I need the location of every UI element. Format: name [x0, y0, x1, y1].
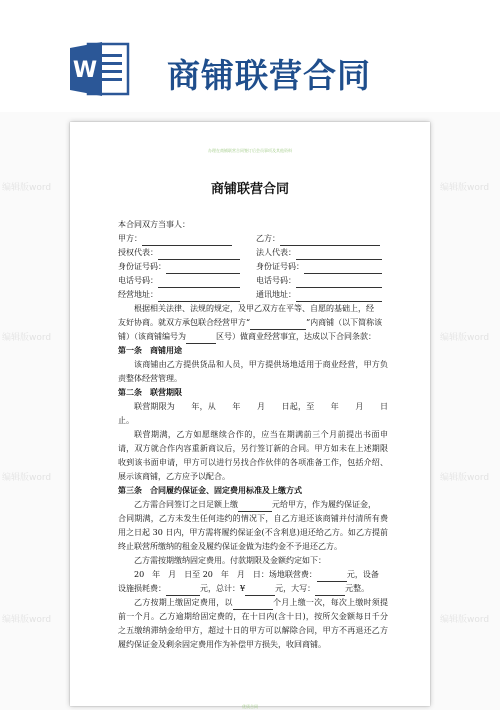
word-document-icon [70, 40, 130, 98]
fill-blank [245, 587, 275, 596]
fill-blank [233, 601, 273, 610]
party-label: 电话号码： [256, 276, 296, 285]
article-text: 乙方需合同签订之日足额上缴 元给甲方，作为履约保证金， [118, 498, 388, 512]
page-header: 办理在商铺联营合同签订后会员事项及其他资料 [208, 148, 292, 153]
watermark: 编辑版word [2, 615, 52, 625]
watermark: 编辑版word [440, 473, 490, 483]
document-page [70, 122, 430, 709]
article-heading: 第一条 商铺用途 [118, 346, 182, 355]
party-label: 授权代表： [118, 248, 158, 257]
preamble-line: 友好协商。就双方承包联合经营甲方“ ”内商铺（以下简称该 [118, 316, 388, 330]
page-footer: 优质合同 [242, 704, 258, 709]
party-row [118, 232, 388, 246]
article-heading: 第二条 联营期限 [118, 388, 182, 397]
watermark: 编辑版word [440, 615, 490, 625]
fill-blank [186, 335, 216, 344]
party-row [118, 274, 388, 288]
party-row [118, 246, 388, 260]
party-label: 乙方： [256, 234, 280, 243]
fill-blank [158, 293, 240, 302]
party-row [118, 288, 388, 302]
article-text: 20 年 月 日至 20 年 月 日：场地联营费： 元，设备 [118, 568, 388, 582]
preamble-line: 铺）（该商铺编号为 区号）做商业经营事宜，达成以下合同条款： [118, 330, 388, 344]
parties-intro: 本合同双方当事人： [118, 220, 190, 229]
watermark: 编辑版word [2, 333, 52, 343]
party-label: 身份证号码： [118, 262, 166, 271]
fill-blank [296, 251, 382, 260]
article-text: 乙方按期上缴固定费用，以 个月上缴一次，每次上缴时须提前一个月。乙方逾期给固定费的，在十日内(含十日)，按所欠金额每日千分之五缴纳滞纳金给甲方，超过十日的甲方可以解除合同，甲方不再退还乙方履约保证金及剩余固定费用作为补偿甲方损失，收回商铺。 [118, 598, 389, 649]
contract-body [118, 218, 388, 652]
fill-blank [315, 587, 345, 596]
word-icon-letter: W [72, 58, 98, 83]
fill-blank [304, 265, 382, 274]
fill-blank [296, 279, 382, 288]
fill-blank [317, 573, 347, 582]
party-row [118, 260, 388, 274]
fill-blank [166, 265, 240, 274]
banner-title: 商铺联营合同 [167, 56, 371, 95]
watermark: 编辑版word [2, 473, 52, 483]
fill-blank [238, 503, 272, 512]
fill-blank [280, 237, 380, 246]
party-label: 电话号码： [118, 276, 158, 285]
article-heading: 第三条 合同履约保证金、固定费用标准及上缴方式 [118, 486, 302, 495]
article-text: 该商铺由乙方提供货品和人员，甲方提供场地适用于商业经营，甲方负责整体经营管理。 [118, 360, 388, 383]
watermark: 编辑版word [2, 183, 52, 193]
party-label: 法人代表： [256, 248, 296, 257]
article-text: 联营期满，乙方如愿继续合作的，应当在期满前三个月前提出书面申请，双方就合作内容重新商议后，另行签订新的合同。甲方如未在上述期限收到该书面申请，甲方可以进行另找合作伙伴的各项准备工作，包括介绍、展示该商铺，乙方应予以配合。 [118, 430, 388, 481]
fill-blank [142, 237, 232, 246]
article-text: 乙方需按期缴纳固定费用。付款期限及金额约定如下： [134, 556, 326, 565]
watermark: 编辑版word [440, 333, 490, 343]
preamble-line: 根据相关法律、法规的规定，及甲乙双方在平等、自愿的基础上，经 [134, 304, 374, 313]
banner [0, 0, 500, 112]
fill-blank [296, 293, 382, 302]
document-title: 商铺联营合同 [210, 182, 289, 197]
party-label: 经营地址： [118, 290, 158, 299]
article-text: 设施损耗费： 元，总计：¥ 元，大写： 元整。 [118, 582, 388, 596]
fill-blank [166, 587, 200, 596]
watermark: 编辑版word [440, 183, 490, 193]
party-label: 甲方： [118, 234, 142, 243]
article-text: 联营期限为 年，从 年 月 日起，至 年 月 日止。 [118, 402, 388, 425]
fill-blank [158, 279, 240, 288]
fill-blank [158, 251, 240, 260]
party-label: 通讯地址： [256, 290, 296, 299]
article-text: 合同期满，乙方未发生任何违约的情况下，自乙方退还该商铺并付清所有费用之日起 30 日内，甲方需将履约保证金(不含利息)退还给乙方。如乙方提前终止联营所缴纳的租金及履约保证金做为违约金不予退还乙方。 [118, 514, 388, 551]
fill-blank [250, 321, 306, 330]
party-label: 身份证号码： [256, 262, 304, 271]
